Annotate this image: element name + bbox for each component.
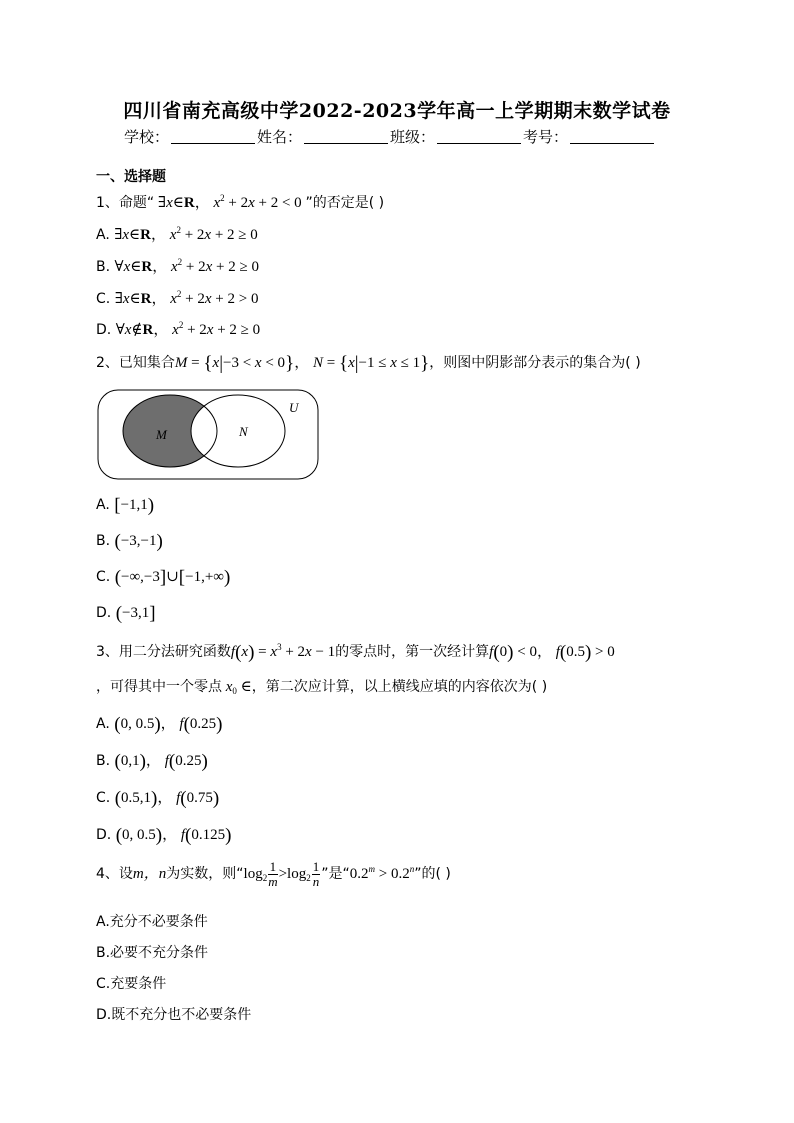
question-4-stem [96,860,451,889]
q4-stem-suffix: ”的( ) [414,865,451,882]
q4-option-a[interactable]: A.充分不必要条件 [96,914,208,930]
question-3-stem-line2 [96,676,547,696]
q2-option-a[interactable] [96,495,154,517]
q4-option-c[interactable]: C.充要条件 [96,976,167,992]
option-formula: (−3,−1) [114,531,163,552]
option-formula: ∃x∈R， $x^2 + 2x + 2 \ge 0$ [114,225,258,243]
venn-diagram [96,388,322,482]
q4-vars: m，n [132,865,167,882]
option-label: C. [96,790,115,806]
option-label: B. [96,753,115,769]
name-label: 姓名： [257,128,303,146]
option-label: A. [96,497,115,513]
option-label: B. [96,533,115,549]
q1-option-d[interactable] [96,318,260,339]
question-1-stem [96,191,384,212]
q3-stem-line2a: ，可得其中一个零点 [96,679,222,695]
option-formula: (−∞,−3]∪[−1,+∞) [114,567,231,588]
q3-option-c[interactable] [96,786,219,810]
option-label: D. [96,322,116,338]
q3-stem-prefix: 3、用二分法研究函数 [96,644,231,660]
label-n: N [239,424,248,439]
q2-stem-suffix: ，则图中阴影部分表示的集合为( ) [429,355,641,371]
q2-stem-prefix: 2、已知集合 [96,355,175,371]
school-blank[interactable] [171,129,255,144]
option-label: D. [96,827,116,843]
q2-option-d[interactable] [96,603,156,625]
school-label: 学校： [124,128,170,146]
option-label: B. [96,259,115,275]
q4-stem-mid: 为实数，则“ [166,865,244,882]
option-label: D. [96,605,116,621]
q3-option-d[interactable] [96,823,231,847]
q4-stem-mid2: ”是“ [321,865,350,882]
q1-option-b[interactable] [96,255,259,276]
class-blank[interactable] [437,129,521,144]
q4-log-condition: $\log_2$ $\frac{1}{m}$ $>\log_2$ $\frac{1}{n}$ [243,859,320,889]
exam-title: 四川省南充高级中学2022-2023学年高一上学期期末数学试卷 [123,100,671,122]
class-label: 班级： [390,128,436,146]
option-label: C. [96,291,115,307]
q2-formula: M = {x|−3 < x < 0}， N = {x|−1 ≤ x ≤ 1} [174,353,430,374]
exam-no-label: 考号： [523,128,569,146]
label-m: M [156,427,167,442]
question-2-stem [96,351,641,375]
set-n-ellipse [191,395,285,467]
q2-option-c[interactable] [96,567,230,589]
option-label: A. [96,716,115,732]
option-formula: (0,1)， f(0.25) [114,751,208,772]
option-label: A. [96,227,115,243]
q2-option-b[interactable] [96,531,163,553]
q4-power-condition: $0.2^m > 0.2^n$ [349,863,415,882]
q3-option-b[interactable] [96,749,208,773]
section-title: 一、选择题 [96,169,166,185]
q4-stem-prefix: 4、设 [96,865,133,882]
option-formula: (−3,1] [115,603,156,624]
student-info-line [124,126,656,147]
q1-option-c[interactable] [96,287,258,308]
q3-stem-mid: 的零点时，第一次经计算 [335,644,490,660]
q1-formula: ∃x∈R， $x^2 + 2x + 2 < 0$ [154,193,306,211]
q1-stem-suffix: ”的否定是( ) [305,195,385,211]
q3-values: f(0) < 0， f(0.5) > 0 [489,642,615,663]
option-label: C. [96,569,115,585]
option-formula: (0, 0.5)， f(0.125) [115,825,232,846]
q1-option-a[interactable] [96,223,258,244]
option-formula: (0.5,1)， f(0.75) [114,788,220,809]
q3-option-a[interactable] [96,712,222,736]
q4-option-b[interactable]: B.必要不充分条件 [96,945,209,961]
exam-no-blank[interactable] [570,129,654,144]
label-u: U [289,400,299,415]
q4-option-d[interactable]: D.既不充分也不必要条件 [96,1007,252,1023]
q3-zero: $x_0$ ∈ [225,679,252,696]
option-formula: ∀x∈R， $x^2 + 2x + 2 \ge 0$ [114,257,259,275]
name-blank[interactable] [304,129,388,144]
option-formula: [−1,1) [114,495,155,516]
question-3-stem-line1 [96,640,615,664]
q1-stem-prefix: 1、命题“ [96,195,155,211]
option-formula: ∀x∉R， $x^2 + 2x + 2 \ge 0$ [115,320,261,338]
q3-stem-line2b: ，第二次应计算，以上横线应填的内容依次为( ) [251,679,548,695]
option-formula: (0, 0.5)， f(0.25) [114,714,223,735]
q3-function: $f(x) = x^3 + 2x - 1$ [230,642,336,663]
option-formula: ∃x∈R， $x^2 + 2x + 2 > 0$ [114,289,259,307]
